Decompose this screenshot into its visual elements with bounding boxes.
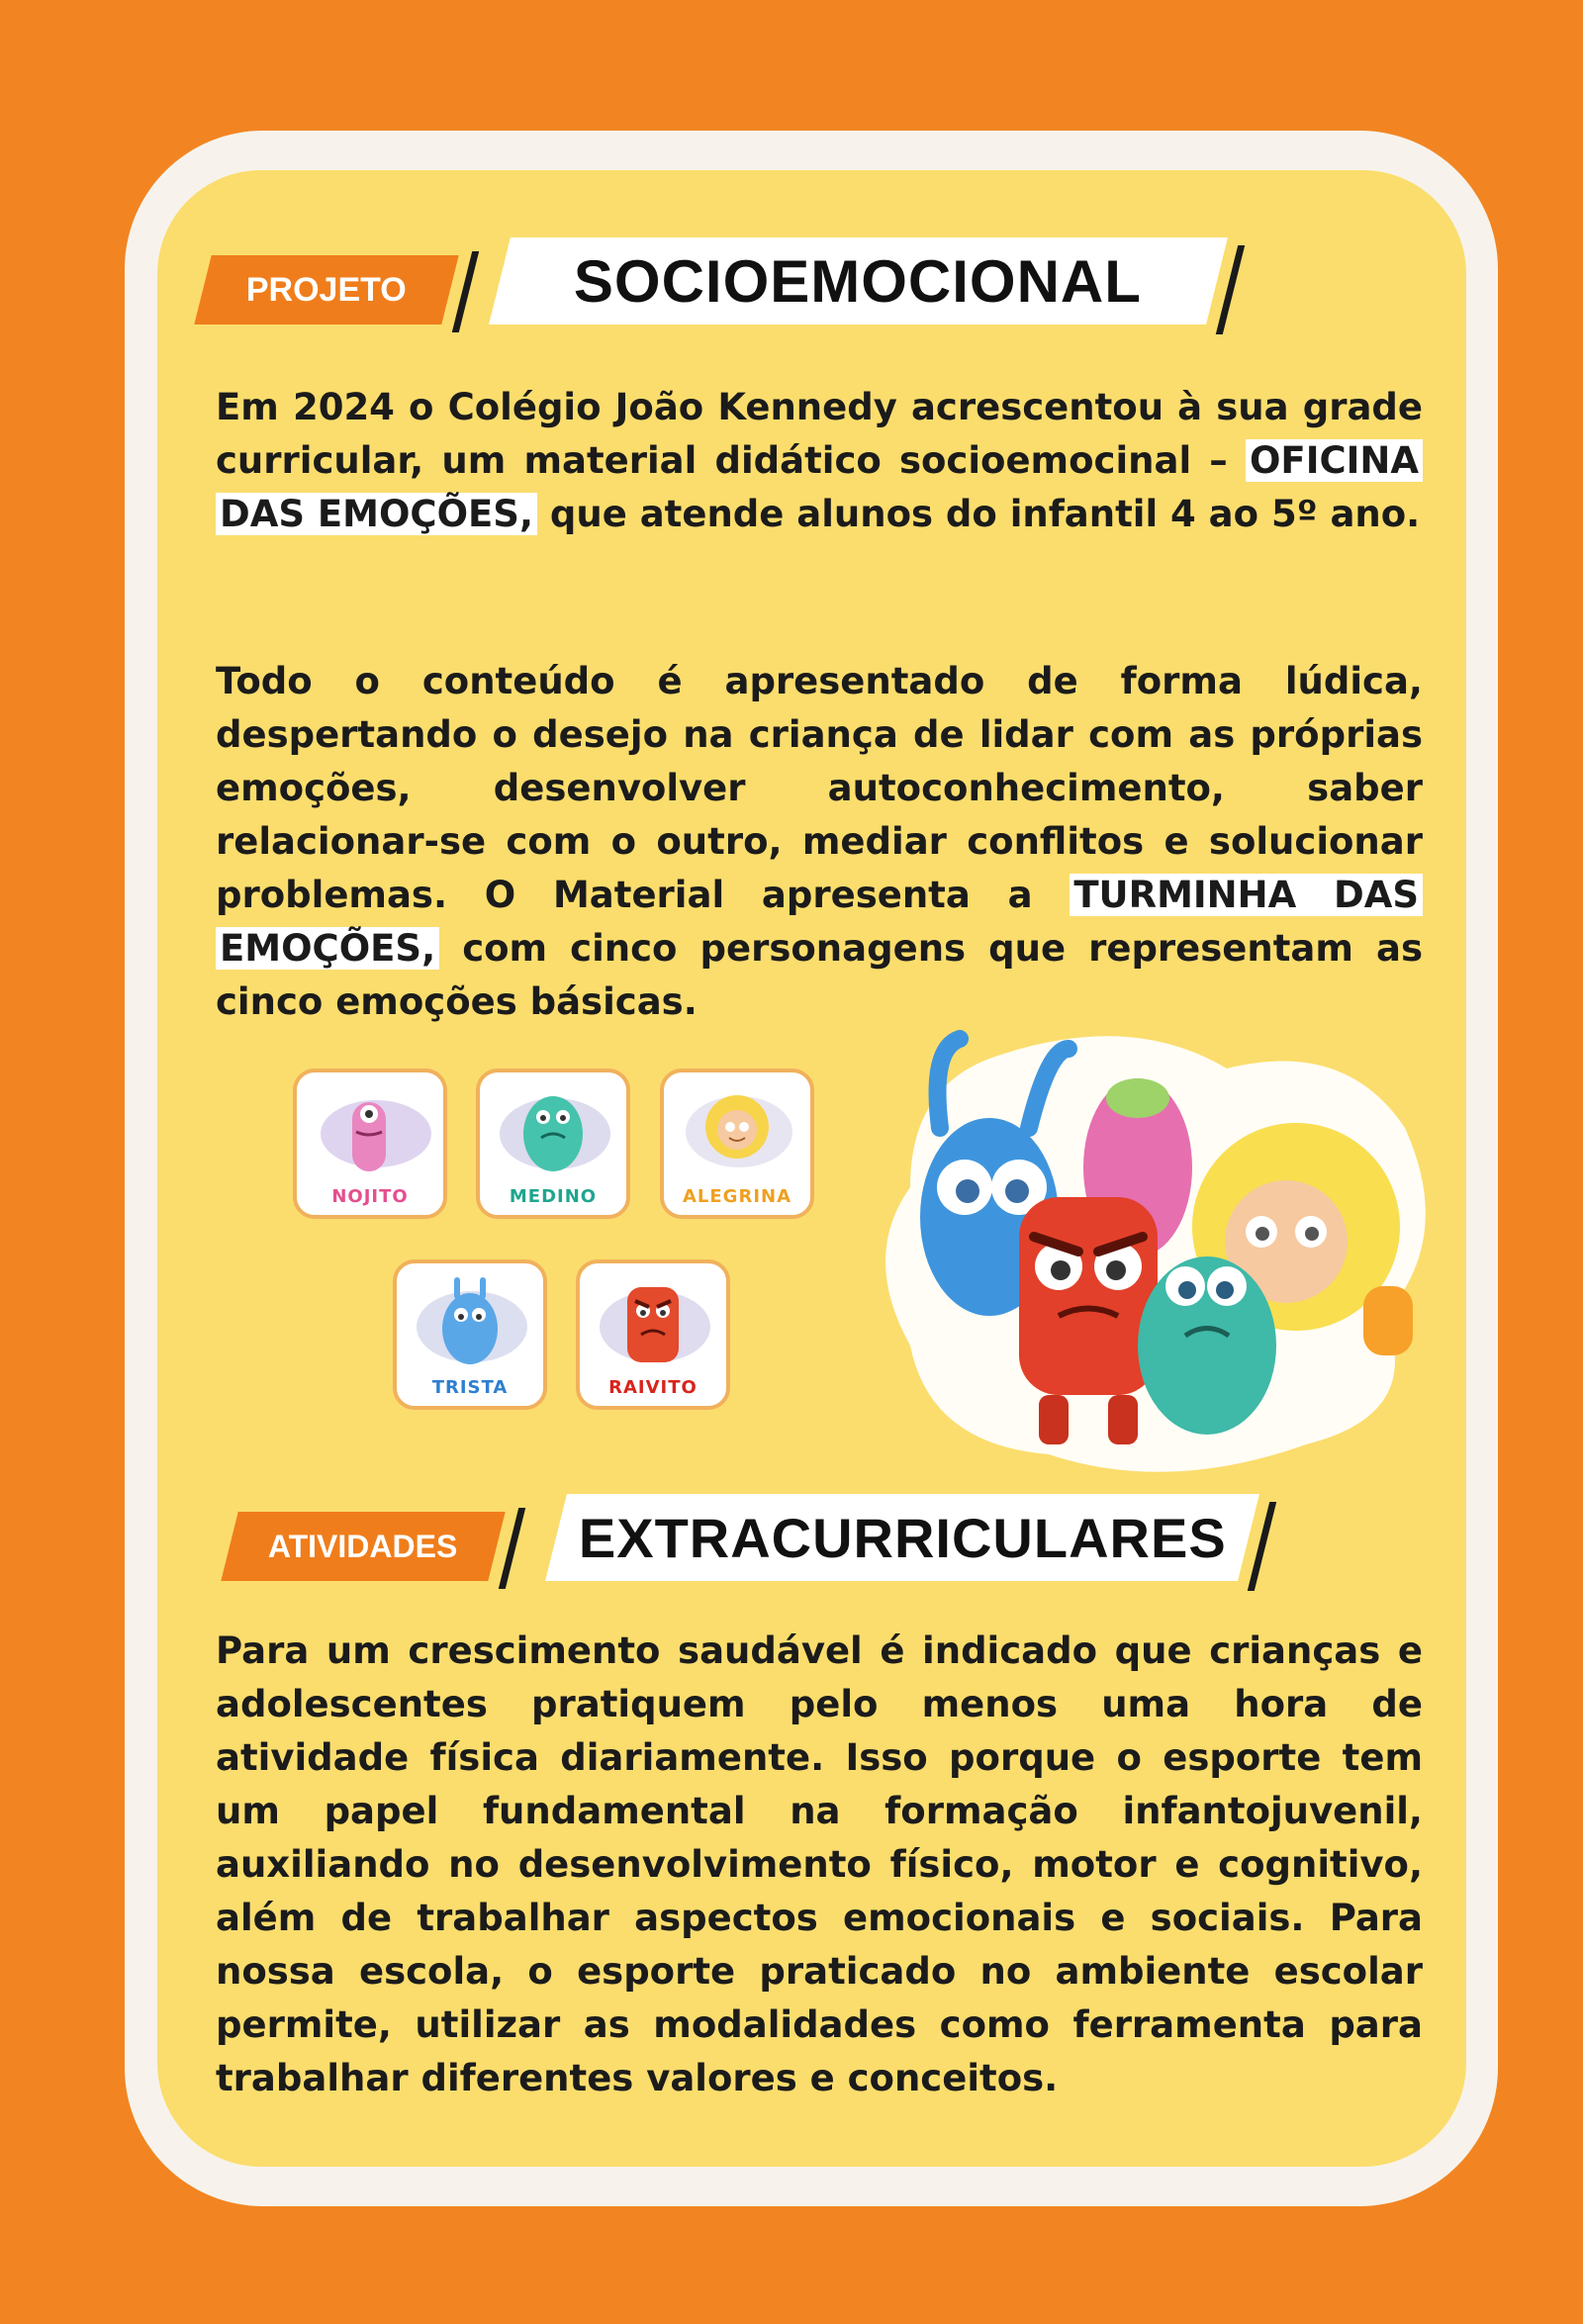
character-name: RAIVITO bbox=[608, 1377, 698, 1398]
character-card-medino bbox=[476, 1069, 630, 1219]
character-name: ALEGRINA bbox=[682, 1186, 792, 1207]
section-title: EXTRACURRICULARES bbox=[578, 1506, 1227, 1569]
intro-paragraph: Em 2024 o Colégio João Kennedy acrescentou à sua grade curricular, um material didático socioemocinal – OFICINA DAS EMOÇÕES, que atende alunos do infantil 4 ao 5º ano. bbox=[216, 386, 1423, 535]
highlight-oficina: OFICINA DAS EMOÇÕES, bbox=[216, 439, 1423, 535]
section-header-socioemocional bbox=[203, 237, 1261, 336]
extracurricular-paragraph: Para um crescimento saudável é indicado que crianças e adolescentes pratiquem pelo menos uma hora de atividade física diariamente. Isso porque o esporte tem um papel fundamental na formação infantojuvenil, auxiliando no desenvolvimento físico, motor e cognitivo, além de trabalhar aspectos emocionais e sociais. Para nossa escola, o esporte praticado no ambiente escolar permite, utilizar as modalidades como ferramenta para trabalhar diferentes valores e conceitos. bbox=[216, 1629, 1423, 2099]
section-tag: PROJETO bbox=[194, 255, 458, 325]
turminha-group-illustration bbox=[871, 1019, 1441, 1484]
section-title: SOCIOEMOCIONAL bbox=[574, 247, 1143, 315]
character-card-nojito bbox=[293, 1069, 447, 1219]
content-paragraph: Todo o conteúdo é apresentado de forma lúdica, despertando o desejo na criança de lidar com as próprias emoções, desenvolver autoconhecimento, saber relacionar-se com o outro, mediar conflitos e solucionar problemas. O Material apresenta a TURMINHA DAS EMOÇÕES, com cinco personagens que representam as cinco emoções básicas. bbox=[216, 660, 1423, 1023]
character-name: TRISTA bbox=[431, 1377, 509, 1398]
character-name: MEDINO bbox=[509, 1186, 598, 1207]
highlight-turminha: TURMINHA DAS EMOÇÕES, bbox=[216, 874, 1423, 970]
character-name: NOJITO bbox=[331, 1186, 409, 1207]
character-card-raivito bbox=[576, 1259, 730, 1410]
character-card-trista bbox=[393, 1259, 547, 1410]
section-title-box bbox=[489, 237, 1228, 325]
section-title-box bbox=[545, 1494, 1259, 1581]
character-card-alegrina bbox=[660, 1069, 814, 1219]
section-tag: ATIVIDADES bbox=[221, 1512, 505, 1581]
